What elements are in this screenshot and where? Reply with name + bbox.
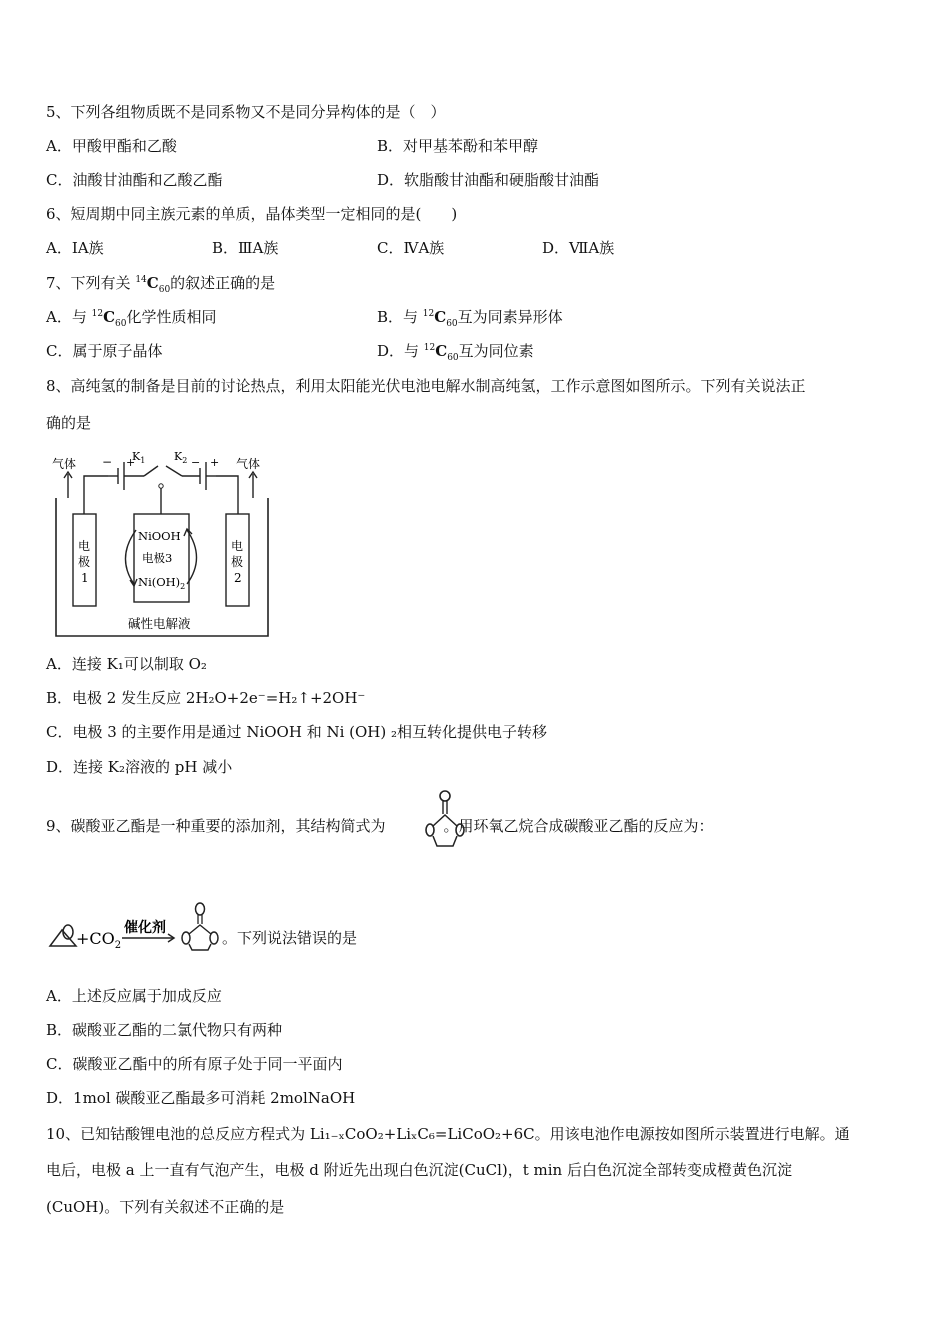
battery-minus-right: −	[191, 456, 201, 469]
q5-stem: 5、下列各组物质既不是同系物又不是同分异构体的是（ ）	[46, 103, 446, 121]
q7-b-subscript: 60	[446, 319, 458, 329]
q10-stem-line2: 电后，电极 a 上一直有气泡产生，电极 d 附近先出现白色沉淀(CuCl)，t min 后白色沉淀全部转变成橙黄色沉淀	[46, 1161, 792, 1179]
q7-b-pre: B．与	[377, 308, 423, 326]
q7-stem-element: C	[146, 274, 159, 292]
q7-option-d	[377, 341, 534, 361]
electrode-2-char-c: 2	[234, 571, 242, 585]
electrode-2-char-a: 电	[231, 539, 244, 553]
q8-stem-line1: 8、高纯氢的制备是目前的讨论热点，利用太阳能光伏电池电解水制高纯氢，工作示意图如图所示。下列有关说法正	[46, 377, 806, 395]
reaction-catalyst: 催化剂	[124, 920, 166, 936]
q6-option-d: D．ⅦA族	[542, 239, 615, 257]
q9-stem	[46, 816, 714, 836]
q6-option-b: B．ⅢA族	[212, 239, 279, 257]
q7-a-post: 化学性质相同	[126, 308, 217, 326]
q7-d-isotope: 12	[423, 343, 436, 353]
q5-option-a: A．甲酸甲酯和乙酸	[46, 137, 177, 155]
electrode-1-char-b: 极	[78, 555, 91, 569]
q7-option-b	[377, 307, 563, 327]
reaction-co2: $+CO_2$	[76, 929, 122, 951]
q7-b-post: 互为同素异形体	[457, 308, 563, 326]
q7-d-post: 互为同位素	[458, 342, 534, 360]
q6-stem: 6、短周期中同主族元素的单质，晶体类型一定相同的是( )	[46, 205, 458, 223]
electrolysis-diagram	[46, 448, 278, 643]
q7-a-pre: A．与	[46, 308, 92, 326]
gas-right-label: 气体	[236, 457, 261, 471]
q5-option-b: B．对甲基苯酚和苯甲醇	[377, 137, 539, 155]
q8-option-b: B．电极 2 发生反应 2H₂O+2e⁻=H₂↑+2OH⁻	[46, 689, 366, 707]
battery-plus-left: +	[126, 456, 136, 469]
battery-plus-right: +	[210, 456, 220, 469]
q7-a-element: C	[103, 308, 116, 326]
q7-stem-isotope: 14	[135, 275, 147, 285]
q7-a-subscript: 60	[115, 319, 127, 329]
electrode-3-top: NiOOH	[138, 529, 181, 543]
ethylene-carbonate-structure	[420, 788, 478, 850]
q7-stem-pre: 7、下列有关	[46, 274, 136, 292]
q8-option-d: D．连接 K₂溶液的 pH 减小	[46, 758, 233, 776]
q7-b-element: C	[434, 308, 447, 326]
electrode-1-char-a: 电	[78, 539, 91, 553]
electrolyte-label: 碱性电解液	[128, 616, 191, 631]
q8-option-c: C．电极 3 的主要作用是通过 NiOOH 和 Ni (OH) ₂相互转化提供电子转移	[46, 723, 548, 741]
gas-left-label: 气体	[52, 457, 77, 471]
q10-stem-line3: (CuOH)。下列有关叙述不正确的是	[46, 1198, 285, 1216]
q7-stem-subscript: 60	[158, 285, 171, 295]
q9-option-d: D．1mol 碳酸亚乙酯最多可消耗 2molNaOH	[46, 1089, 356, 1107]
q5-option-c: C．油酸甘油酯和乙酸乙酯	[46, 171, 223, 189]
q10-stem-line1: 10、已知钴酸锂电池的总反应方程式为 Li₁₋ₓCoO₂+LiₓC₆=LiCoO₂+6C。用该电池作电源按如图所示装置进行电解。通	[46, 1125, 850, 1143]
switch-k2-label: $K_2$	[174, 450, 188, 465]
q7-b-isotope: 12	[422, 309, 435, 319]
q9-after-reaction: 。下列说法错误的是	[222, 929, 358, 947]
electrode-3-mid: 电极3	[142, 551, 173, 565]
q9-stem-pre: 9、碳酸亚乙酯是一种重要的添加剂，其结构简式为	[46, 817, 386, 835]
q7-a-isotope: 12	[91, 309, 104, 319]
battery-minus-left: −	[102, 455, 113, 469]
electrode-2-char-b: 极	[231, 555, 244, 569]
q9-option-b: B．碳酸亚乙酯的二氯代物只有两种	[46, 1021, 283, 1039]
q5-option-d: D．软脂酸甘油酯和硬脂酸甘油酯	[377, 171, 600, 189]
electrode-3-bottom: $Ni(OH)_2$	[138, 575, 186, 591]
q6-option-a: A．ⅠA族	[46, 239, 104, 257]
q7-d-subscript: 60	[447, 353, 459, 363]
q8-option-a: A．连接 K₁可以制取 O₂	[46, 655, 207, 673]
q7-option-c: C．属于原子晶体	[46, 342, 163, 360]
switch-k1-label: $K_1$	[132, 450, 146, 465]
q9-stem-post: 。用环氧乙烷合成碳酸亚乙酯的反应为：	[443, 817, 714, 835]
q6-option-c: C．ⅣA族	[377, 239, 445, 257]
q7-d-element: C	[435, 342, 448, 360]
reaction-equation	[46, 900, 226, 952]
q7-stem	[46, 273, 275, 293]
q7-option-a	[46, 307, 216, 327]
q8-stem-line2: 确的是	[46, 414, 92, 432]
q7-d-pre: D．与	[377, 342, 424, 360]
q9-option-c: C．碳酸亚乙酯中的所有原子处于同一平面内	[46, 1055, 343, 1073]
q9-option-a: A．上述反应属于加成反应	[46, 987, 222, 1005]
q7-stem-post: 的叙述正确的是	[170, 274, 276, 292]
electrode-1-char-c: 1	[81, 571, 89, 585]
